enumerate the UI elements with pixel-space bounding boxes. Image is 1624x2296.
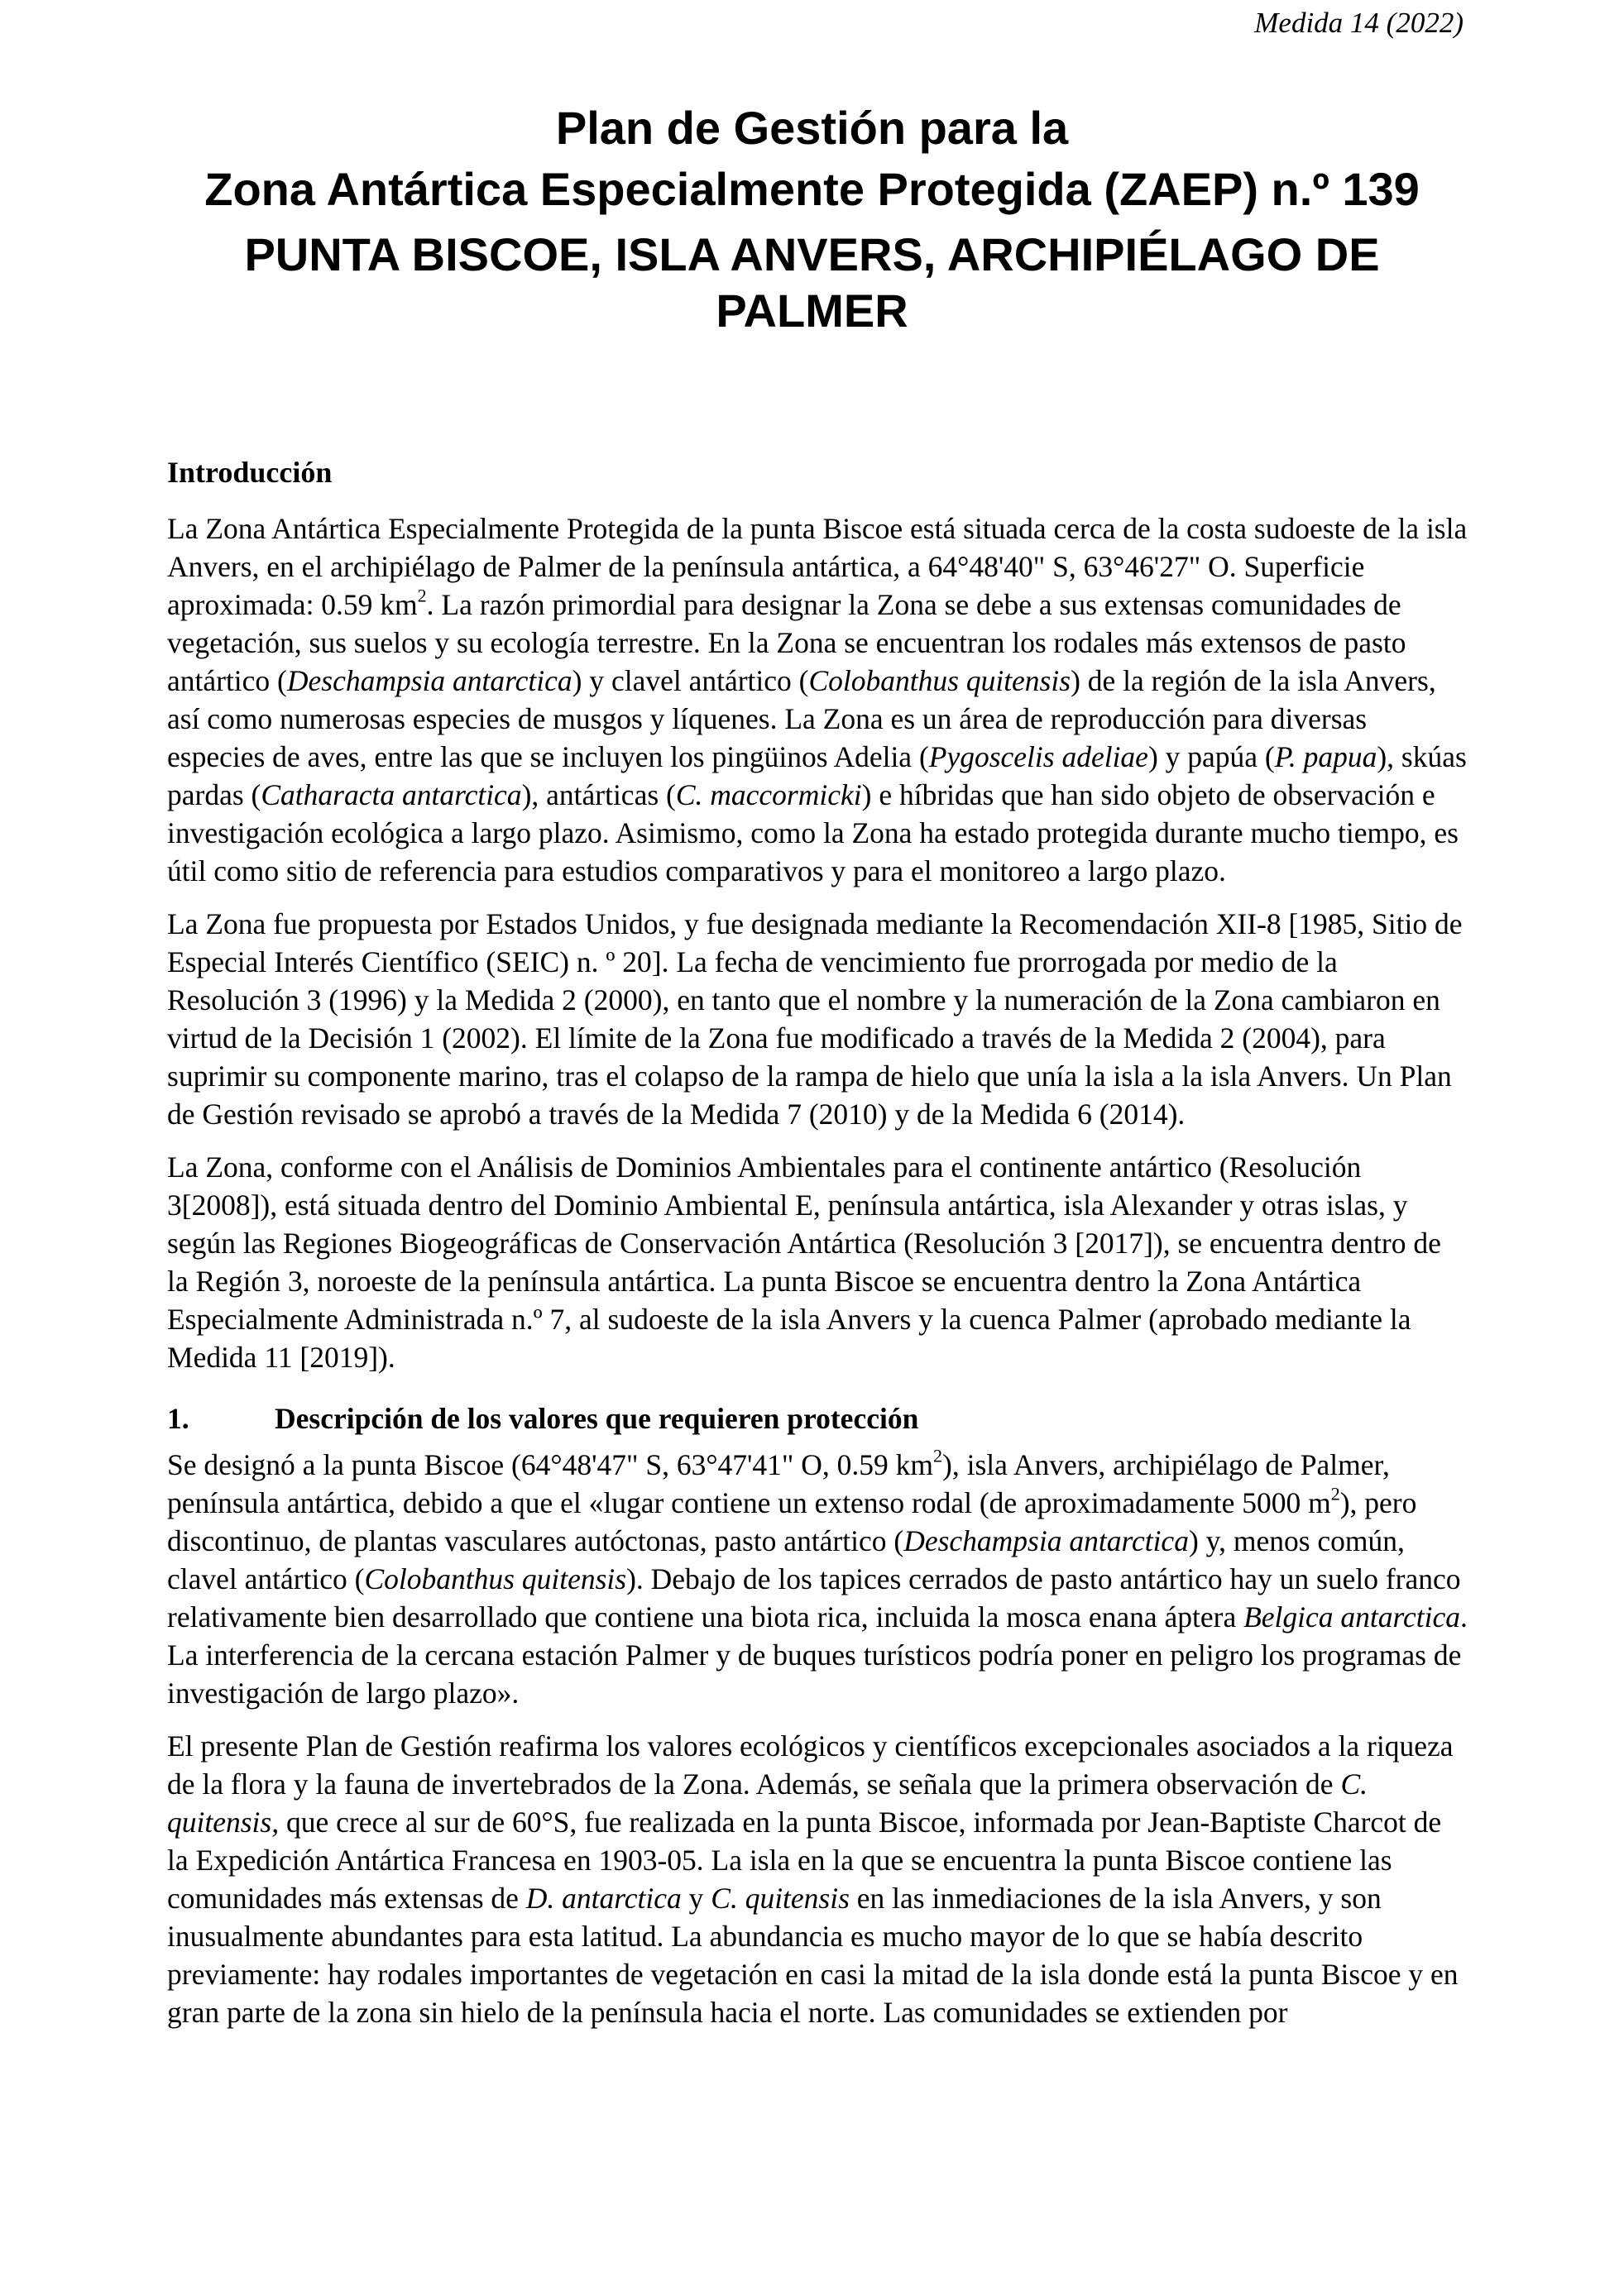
section-title: Descripción de los valores que requieren protección (275, 1402, 919, 1435)
text-run: ) e híbridas que han sido objeto de observación e investigación ecológica a largo plazo. Asimismo, como la Zona ha estado protegida durante mucho tiempo, es útil como sitio de referencia para estudios comparativos y para el monitoreo a largo plazo. (167, 778, 1459, 887)
text-run: La Zona Antártica Especialmente Protegida de la punta Biscoe está situada cerca de la costa sudoeste de la isla Anvers, en el archipiélago de Palmer de la península antártica, a 64°48'40" S, 63°46'27" O. Superficie aproximada: 0.59 km (167, 512, 1468, 621)
species-name: C. maccormicki (675, 778, 862, 811)
text-run: El presente Plan de Gestión reafirma los valores ecológicos y científicos excepcionales asociados a la riqueza de la flora y la fauna de invertebrados de la Zona. Además, se señala que la primera observación de (167, 1729, 1454, 1801)
text-run: ). Debajo de los tapices cerrados de pasto antártico hay un suelo franco relativamente bien desarrollado que contiene una biota rica, incluida la mosca enana áptera (167, 1562, 1461, 1634)
intro-paragraph-3: La Zona, conforme con el Análisis de Dominios Ambientales para el continente antártico (Resolución 3[2008]), está situada dentro del Dominio Ambiental E, península antártica, isla Alexander y otras islas, y según las Regiones Biogeográficas de Conservación Antártica (Resolución 3 [2017]), se encuentra dentro de la Región 3, noroeste de la península antártica. La punta Biscoe se encuentra dentro la Zona Antártica Especialmente Administrada n.º 7, al sudoeste de la isla Anvers y la cuenca Palmer (aprobado mediante la Medida 11 [2019]). (167, 1150, 1441, 1374)
text-run: ), skúas pardas ( (167, 740, 1467, 811)
text-run: ), antárticas ( (521, 778, 676, 811)
text-run: en las inmediaciones de la isla Anvers, y son inusualmente abundantes para esta latitud. La abundancia es mucho mayor de lo que se había descrito previamente: hay rodales importantes de vegetación en casi la mitad de la isla donde está la punta Biscoe y en gran parte de la zona sin hielo de la península hacia el norte. Las comunidades se extienden por (167, 1882, 1459, 2029)
species-name: Colobanthus quitensis (808, 664, 1071, 697)
intro-paragraph-1 (167, 509, 1468, 890)
title-line-1: Plan de Gestión para la (555, 102, 1069, 154)
text-run: ), pero discontinuo, de plantas vasculares autóctonas, pasto antártico ( (167, 1486, 1417, 1557)
superscript: 2 (1330, 1483, 1340, 1504)
section-1-paragraph-2 (167, 1727, 1468, 2031)
species-name: Deschampsia antarctica (903, 1524, 1189, 1557)
species-name: P. papua (1274, 740, 1377, 773)
running-header: Medida 14 (2022) (1254, 7, 1464, 39)
species-name: Pygoscelis adeliae (928, 740, 1148, 773)
species-name: Deschampsia antarctica (286, 664, 572, 697)
species-name: Colobanthus quitensis (364, 1562, 627, 1595)
text-run: . La razón primordial para designar la Zona se debe a sus extensas comunidades de vegetación, sus suelos y su ecología terrestre. En la Zona se encuentran los rodales más extensos de pasto antártico ( (167, 588, 1406, 697)
text-run: . La interferencia de la cercana estación Palmer y de buques turísticos podría poner en peligro los programas de investigación de largo plazo». (167, 1600, 1468, 1710)
species-name: Catharacta antarctica (261, 778, 522, 811)
intro-paragraph-2: La Zona fue propuesta por Estados Unidos, y fue designada mediante la Recomendación XII-8 [1985, Sitio de Especial Interés Científico (SEIC) n. º 20]. La fecha de vencimiento fue prorrogada por medio de la Resolución 3 (1996) y la Medida 2 (2000), en tanto que el nombre y la numeración de la Zona cambiaron en virtud de la Decisión 1 (2002). El límite de la Zona fue modificado a través de la Medida 2 (2004), para suprimir su componente marino, tras el colapso de la rampa de hielo que unía la isla a la isla Anvers. Un Plan de Gestión revisado se aprobó a través de la Medida 7 (2010) y de la Medida 6 (2014). (167, 907, 1463, 1131)
text-run: ) y clavel antártico ( (572, 664, 809, 697)
text-run: ) y, menos común, clavel antártico ( (167, 1524, 1405, 1595)
title-line-4: PALMER (716, 285, 908, 337)
document-body (167, 453, 1468, 2046)
title-line-3: PUNTA BISCOE, ISLA ANVERS, ARCHIPIÉLAGO DE (244, 228, 1380, 280)
species-name: D. antarctica (525, 1882, 682, 1915)
superscript: 2 (933, 1445, 943, 1466)
section-1-paragraph-1 (167, 1446, 1468, 1712)
text-run: y (681, 1882, 711, 1915)
intro-heading: Introducción (167, 456, 333, 489)
superscript: 2 (417, 585, 427, 606)
section-1-heading (167, 1399, 1468, 1437)
species-name: C. quitensis (711, 1882, 850, 1915)
species-name: Belgica antarctica (1243, 1600, 1460, 1634)
text-run: ), isla Anvers, archipiélago de Palmer, península antártica, debido a que el «lugar contiene un extenso rodal (de aproximadamente 5000 m (167, 1448, 1390, 1519)
document-title (124, 98, 1500, 339)
text-run: que crece al sur de 60°S, fue realizada en la punta Biscoe, informada por Jean-Baptiste Charcot de la Expedición Antártica Francesa en 1903-05. La isla en la que se encuentra la punta Biscoe contiene las comunidades más extensas de (167, 1806, 1442, 1915)
text-run: Se designó a la punta Biscoe (64°48'47" S, 63°47'41" O, 0.59 km (167, 1448, 934, 1481)
title-line-2: Zona Antártica Especialmente Protegida (ZAEP) n.º 139 (204, 163, 1420, 215)
section-number: 1. (167, 1402, 189, 1435)
text-run: ) y papúa ( (1147, 740, 1275, 773)
text-run: ) de la región de la isla Anvers, así como numerosas especies de musgos y líquenes. La Zona es un área de reproducción para diversas especies de aves, entre las que se incluyen los pingüinos Adelia ( (167, 664, 1436, 773)
species-name: C. quitensis, (167, 1767, 1368, 1839)
